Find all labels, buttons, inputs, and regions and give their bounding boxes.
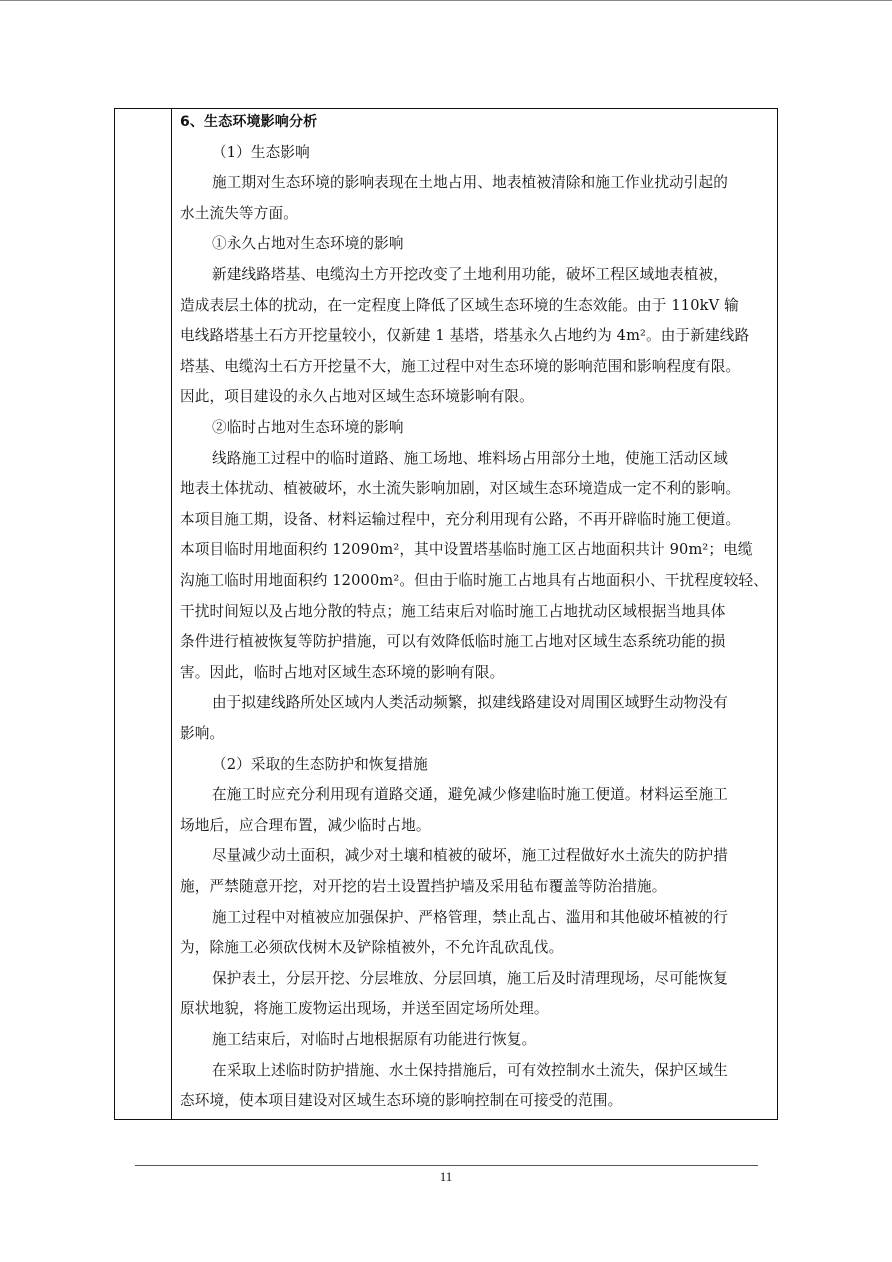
text-line: 本项目施工期，设备、材料运输过程中，充分利用现有公路，不再开辟临时施工便道。 xyxy=(180,510,741,528)
text-line: 条件进行植被恢复等防护措施，可以有效降低临时施工占地对区域生态系统功能的损 xyxy=(180,633,726,651)
footer-divider xyxy=(135,1165,758,1166)
text-line: 施工结束后，对临时占地根据原有功能进行恢复。 xyxy=(212,1031,537,1048)
text-line: 为，除施工必须砍伐树木及铲除植被外，不允许乱砍乱伐。 xyxy=(180,939,564,957)
section-heading: 6、生态环境影响分析 xyxy=(180,114,318,130)
page-top-edge xyxy=(0,0,892,1)
text-line: 施，严禁随意开挖，对开挖的岩土设置挡护墙及采用毡布覆盖等防治措施。 xyxy=(180,878,667,895)
text-line: 因此，项目建设的永久占地对区域生态环境影响有限。 xyxy=(180,388,534,406)
text-line: 电线路塔基土石方开挖量较小，仅新建 1 基塔，塔基永久占地约为 4m²。由于新建线路 xyxy=(180,327,750,345)
analysis-table xyxy=(114,108,778,1120)
text-line: 塔基、电缆沟土石方开挖量不大，施工过程中对生态环境的影响范围和影响程度有限。 xyxy=(180,357,741,375)
text-line: 在采取上述临时防护措施、水土保持措施后，可有效控制水土流失，保护区域生 xyxy=(212,1061,729,1079)
text-line: ①永久占地对生态环境的影响 xyxy=(212,235,404,253)
text-line: 影响。 xyxy=(180,725,225,742)
text-line: 本项目临时用地面积约 12090m²，其中设置塔基临时施工区占地面积共计 90m²；电缆 xyxy=(180,541,753,559)
text-line: 场地后，应合理布置，减少临时占地。 xyxy=(180,816,431,834)
text-line: 害。因此，临时占地对区域生态环境的影响有限。 xyxy=(180,663,505,681)
text-line: 沟施工临时用地面积约 12000m²。但由于临时施工占地具有占地面积小、干扰程度较轻、 xyxy=(180,572,768,589)
text-line: （1）生态影响 xyxy=(212,143,310,161)
text-line: 新建线路塔基、电缆沟土方开挖改变了土地利用功能，破坏工程区域地表植被， xyxy=(212,266,729,283)
text-line: 造成表层土体的扰动，在一定程度上降低了区域生态环境的生态效能。由于 110kV 输 xyxy=(180,296,739,314)
table-left-column-divider xyxy=(171,109,172,1119)
text-line: 施工期对生态环境的影响表现在土地占用、地表植被清除和施工作业扰动引起的 xyxy=(212,174,729,192)
text-line: 地表土体扰动、植被破坏，水土流失影响加剧，对区域生态环境造成一定不利的影响。 xyxy=(180,480,741,498)
text-line: 原状地貌，将施工废物运出现场，并送至固定场所处理。 xyxy=(180,1000,549,1018)
text-line: 保护表土，分层开挖、分层堆放、分层回填，施工后及时清理现场，尽可能恢复 xyxy=(212,969,729,987)
text-line: 施工过程中对植被应加强保护、严格管理，禁止乱占、滥用和其他破坏植被的行 xyxy=(212,908,729,926)
page-number: 11 xyxy=(439,1169,453,1184)
text-line: 由于拟建线路所处区域内人类活动频繁，拟建线路建设对周围区域野生动物没有 xyxy=(212,694,729,712)
text-line: 态环境，使本项目建设对区域生态环境的影响控制在可接受的范围。 xyxy=(180,1092,623,1110)
text-line: 水土流失等方面。 xyxy=(180,204,298,222)
text-line: 干扰时间短以及占地分散的特点；施工结束后对临时施工占地扰动区域根据当地具体 xyxy=(180,602,726,620)
text-line: 线路施工过程中的临时道路、施工场地、堆料场占用部分土地，使施工活动区域 xyxy=(212,449,729,467)
text-line: 在施工时应充分利用现有道路交通，避免减少修建临时施工便道。材料运至施工 xyxy=(212,786,729,804)
text-line: （2）采取的生态防护和恢复措施 xyxy=(212,755,428,773)
text-line: ②临时占地对生态环境的影响 xyxy=(212,419,404,436)
text-line: 尽量减少动土面积，减少对土壤和植被的破坏，施工过程做好水土流失的防护措 xyxy=(212,847,729,865)
